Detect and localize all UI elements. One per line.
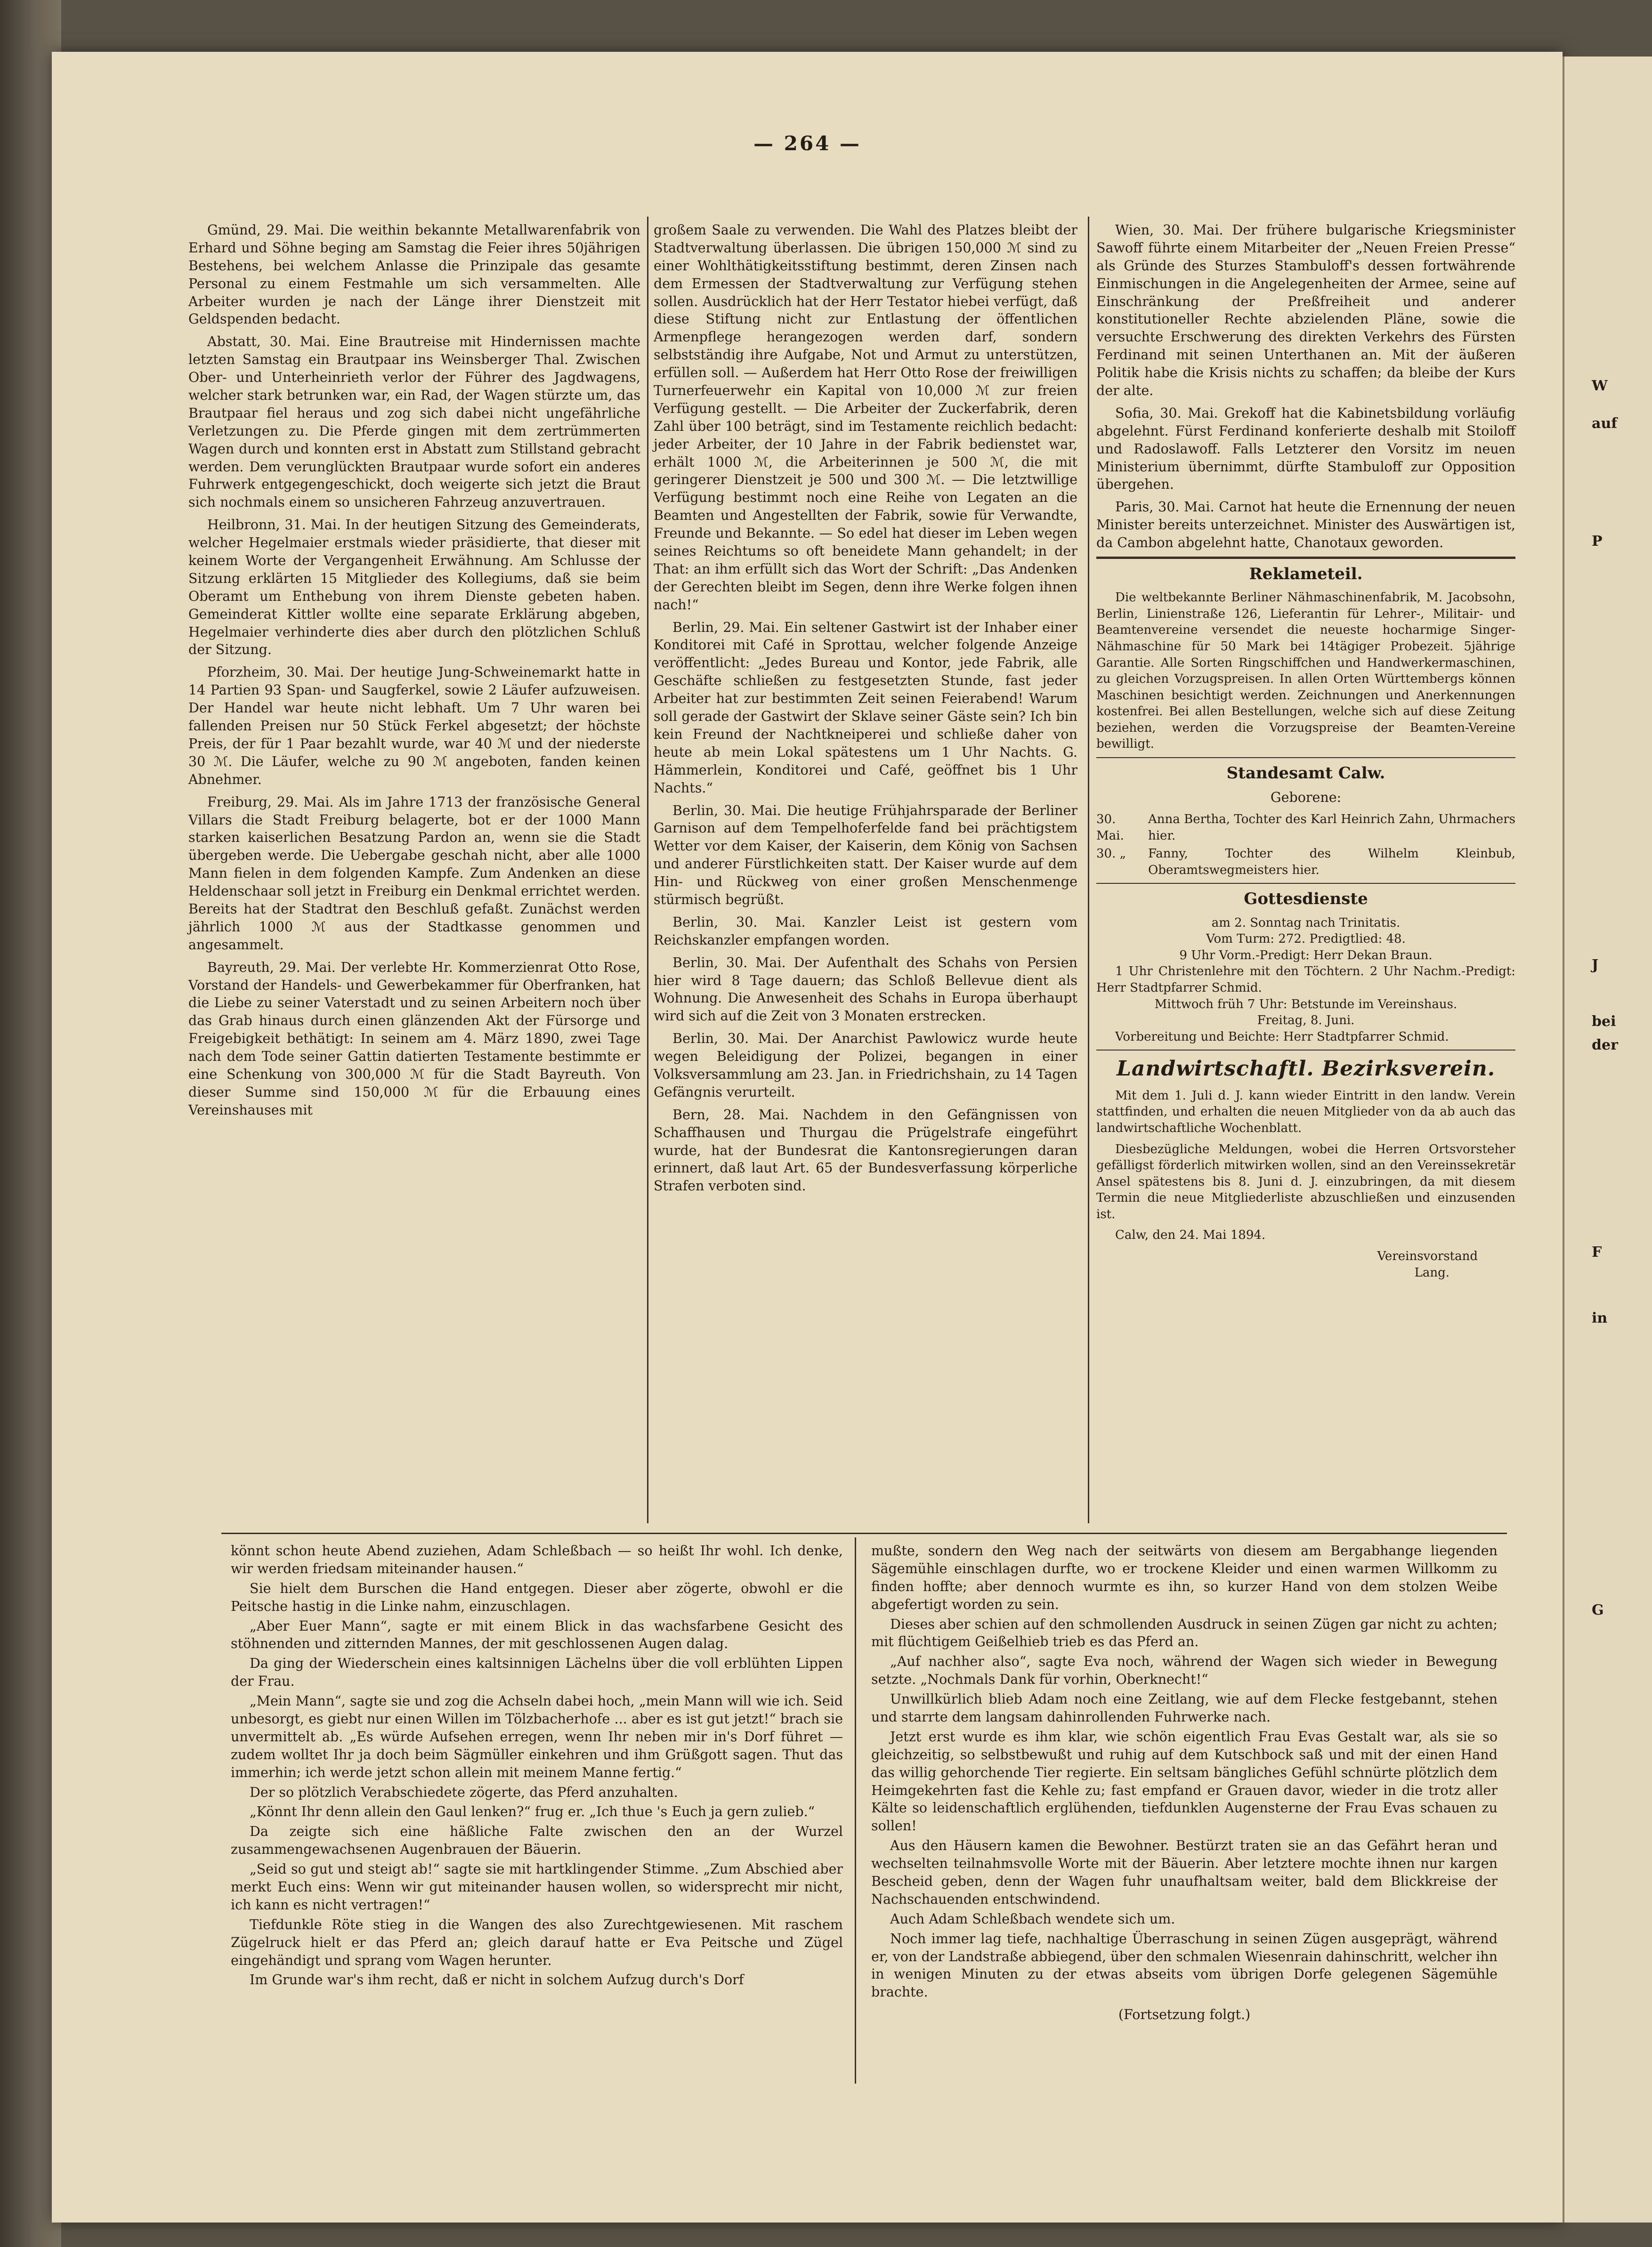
bezirksverein-para: Diesbezügliche Meldungen, wobei die Herren Ortsvorsteher gefälligst förderlich mitwirken wollen, sind an den Vereinssekretär Ansel spätestens bis 8. Juni d. J. einzubringen, da mit diesem Termin die neue Mitgliederliste abzuschließen und einzusenden ist. [1096,1142,1515,1221]
next-page-fragment: in [1592,1310,1608,1326]
gottesdienste-line: Vorbereitung und Beichte: Herr Stadtpfarrer Schmid. [1115,1029,1449,1044]
gottesdienste-line: Vom Turm: 272. Predigtlied: 48. [1206,932,1406,946]
standesamt-title: Standesamt Calw. [1226,764,1385,783]
next-page-fragment: der [1592,1037,1618,1053]
bezirksverein-para: Mit dem 1. Juli d. J. kann wieder Eintritt in den landw. Verein stattfinden, und erhalten die neuen Mitglieder von da ab auch das landwirtschaftliche Wochenblatt. [1096,1088,1515,1135]
birth-date: 30. Mai. [1096,812,1124,843]
article-wien: Wien, 30. Mai. Der frühere bulgarische Kriegsminister Sawoff führte einem Mitarbeiter der „Neuen Freien Presse“ als Gründe des Sturzes Stambuloff's dessen fortwährende Einmischungen in die Angelegenheiten der Armee, seine auf Einschränkung der Preßfreiheit und anderer konstitutioneller Rechte abzielenden Pläne, sowie die versuchte Erschwerung des direkten Verkehrs des Fürsten Ferdinand mit seinen Unterthanen an. Mit der äußeren Politik habe die Krisis nichts zu schaffen; da bleibe der Kurs der alte. [1096,222,1515,399]
feuilleton-para: Sie hielt dem Burschen die Hand entgegen. Dieser aber zögerte, obwohl er die Peitsche hastig in die Linke nahm, einzuschlagen. [231,1580,843,1614]
feuilleton-para: Dieses aber schien auf den schmollenden Ausdruck in seinen Zügen gar nicht zu achten; mit flüchtigem Geißelhieb trieb es das Pferd an. [871,1616,1498,1650]
column-divider [647,217,648,1523]
article-berlin-schah: Berlin, 30. Mai. Der Aufenthalt des Schahs von Persien hier wird 8 Tage dauern; das Schloß Bellevue dient als Wohnung. Die Anwesenheit des Schahs in Europa überhaupt wird sich auf die Zeit von 3 Monaten erstrecken. [654,954,1077,1024]
page-number: — 264 — [753,132,861,155]
feuilleton-para: Jetzt erst wurde es ihm klar, wie schön eigentlich Frau Evas Gestalt war, als sie so gleichzeitig, so selbstbewußt und ruhig auf dem Kutschbock saß und mit der einen Hand das willig gehorchende Tier regierte. Ein seltsam bängliches Gefühl schnürte plötzlich dem Heimgekehrten fast die Kehle zu; fast empfand er Grauen davor, wieder in die trotz aller Kälte so leidenschaftlich erglühenden, tiefdunklen Augensterne der Frau Evas schauen zu sollen! [871,1729,1498,1834]
next-page-fragment: P [1592,533,1603,550]
article-pforzheim: Pforzheim, 30. Mai. Der heutige Jung-Schweinemarkt hatte in 14 Partien 93 Span- und Saugferkel, sowie 2 Läufer aufzuweisen. Der Handel war heute nicht lebhaft. Um 7 Uhr waren bei fallenden Preisen nur 50 Stück Ferkel abgesetzt; der höchste Preis, der für 1 Paar bezahlt wurde, war 40 ℳ und der niederste 30 ℳ. Die Läufer, welche zu 90 ℳ angeboten, fanden keinen Abnehmer. [188,664,640,787]
section-rule [1096,557,1515,559]
feuilleton-para: „Seid so gut und steigt ab!“ sagte sie mit hartklingender Stimme. „Zum Abschied aber merkt Euch eins: Wenn wir gut miteinander hausen wollen, so widersprecht mir nicht, ich kann es nicht vertragen!“ [231,1861,843,1913]
article-bayreuth-cont: großem Saale zu verwenden. Die Wahl des Platzes bleibt der Stadtverwaltung überlassen. Die übrigen 150,000 ℳ sind zu einer Wohlthätigkeitsstiftung bestimmt, deren Zinsen nach dem Ermessen der Stadtverwaltung zur Verfügung stehen sollen. Ausdrücklich hat der Herr Testator hiebei verfügt, daß diese Stiftung nicht zur Entlastung der öffentlichen Armenpflege herangezogen werden darf, sondern selbstständig ihre Aufgabe, Not und Armut zu unterstützen, erfüllen soll. — Außerdem hat Herr Otto Rose der freiwilligen Turnerfeuerwehr ein Kapital von 10,000 ℳ zur freien Verfügung gestellt. — Die Arbeiter der Zuckerfabrik, deren Zahl über 100 beträgt, sind im Testamente reichlich bedacht: jeder Arbeiter, der 10 Jahre in der Fabrik bedienstet war, erhält 1000 ℳ, die Arbeiterinnen je 500 ℳ, die mit geringerer Dienstzeit je 500 und 300 ℳ. — Die letztwillige Verfügung bestimmt noch eine Reihe von Legaten an die Beamten und Angestellten der Fabrik, sowie für Verwandte, Freunde und Bekannte. — So edel hat dieser im Leben wegen seines Reichtums so oft beneidete Mann gehandelt; in der That: an ihm erfüllt sich das Wort der Schrift: „Das Andenken der Gerechten bleibt im Segen, denn ihre Werke folgen ihnen nach!“ [654,222,1077,613]
feuilleton-left [231,1542,843,1991]
feuilleton-right [871,1542,1498,2026]
standesamt-sub: Geborene: [1270,790,1342,806]
next-page-fragment: auf [1592,415,1618,432]
gottesdienste-line: Mittwoch früh 7 Uhr: Betstunde im Vereinshaus. [1154,997,1458,1011]
birth-row [1096,846,1515,878]
article-berlin-anarchist: Berlin, 30. Mai. Der Anarchist Pawlowicz wurde heute wegen Beleidigung der Polizei, begangen in einer Volksversammlung am 23. Jan. in Friedrichshain, zu 14 Tagen Gefängnis verurteilt. [654,1031,1077,1100]
column-3 [1096,221,1515,1285]
article-berlin-gastwirt: Berlin, 29. Mai. Ein seltener Gastwirt ist der Inhaber einer Konditorei mit Café in Sprottau, welcher folgende Anzeige veröffentlicht: „Jedes Bureau und Kontor, jede Fabrik, alle Geschäfte schließen zu festgesetzten Stunde, fast jeder Arbeiter hat zur bestimmten Zeit seinen Feierabend! Warum soll gerade der Gastwirt der Sklave seiner Gäste sein? Ich bin kein Freund der Nachtkneiperei und schließe daher von heute ab mein Lokal spätestens um 1 Uhr Nachts. G. Hämmerlein, Konditorei und Café, geöffnet bis 1 Uhr Nachts.“ [654,619,1077,796]
gottesdienste-line: am 2. Sonntag nach Trinitatis. [1211,915,1401,930]
article-sofia: Sofia, 30. Mai. Grekoff hat die Kabinetsbildung vorläufig abgelehnt. Fürst Ferdinand konferierte deshalb mit Stoiloff und Radoslawoff. Falls Letzterer den Vorsitz im neuen Ministerium übernimmt, dürfte Stambuloff zur Opposition übergehen. [1096,405,1515,493]
next-page-fragment: F [1592,1244,1602,1261]
bezirksverein-dateline: Calw, den 24. Mai 1894. [1115,1228,1266,1243]
bezirksverein-signer: Vereinsvorstand [1377,1249,1478,1264]
column-divider [855,1537,856,2084]
article-abstatt: Abstatt, 30. Mai. Eine Brautreise mit Hindernissen machte letzten Samstag ein Brautpaar ins Weinsberger Thal. Zwischen Ober- und Unterheinrieth verlor der Führer des Jagdwagens, welcher stark betrunken war, ein Rad, der Wagen stürzte um, das Brautpaar fiel heraus und zog sich dabei nicht ungefährliche Verletzungen zu. Die Pferde gingen mit dem zertrümmerten Wagen durch und konnten erst in Abstatt zum Stillstand gebracht werden. Dem verunglückten Brautpaar wurde sofort ein anderes Fuhrwerk entgegengeschickt, doch weigerte sich jetzt die Braut sich nochmals einem so unsicheren Fahrzeug anzuvertrauen. [188,334,640,510]
feuilleton-para: Auch Adam Schleßbach wendete sich um. [890,1911,1175,1927]
feuilleton-para: könnt schon heute Abend zuziehen, Adam Schleßbach — so heißt Ihr wohl. Ich denke, wir werden friedsam miteinander hausen.“ [231,1543,843,1576]
next-page-fragment: bei [1592,1013,1616,1030]
section-rule [1096,1050,1515,1051]
article-gmuend: Gmünd, 29. Mai. Die weithin bekannte Metallwarenfabrik von Erhard und Söhne beging am Samstag die Feier ihres 50jährigen Bestehens, bei welchem Anlasse die Prinzipale das gesamte Personal zu einem Festmahle um sich versammelten. Alle Arbeiter wurden je nach der Länge ihrer Dienstzeit mit Geldspenden bedacht. [188,222,640,327]
feuilleton-para: Noch immer lag tiefe, nachhaltige Überraschung in seinen Zügen ausgeprägt, während er, von der Landstraße abbiegend, über den schmalen Wiesenrain dahinschritt, welcher ihn in wenigen Minuten zu der etwas abseits vom übrigen Dorfe gelegenen Sägemühle brachte. [871,1931,1498,2000]
birth-text: Fanny, Tochter des Wilhelm Kleinbub, Oberamtswegmeisters hier. [1148,847,1515,877]
feuilleton-para: mußte, sondern den Weg nach der seitwärts von diesem am Bergabhange liegenden Sägemühle einschlagen durfte, wo er trockene Kleider und einen warmen Willkomm zu finden hoffte; aber dennoch wurmte es ihn, so kurzer Hand von dem stolzen Weibe abgefertigt worden zu sein. [871,1543,1498,1612]
section-rule [1096,883,1515,884]
feuilleton-para: Im Grunde war's ihm recht, daß er nicht in solchem Aufzug durch's Dorf [250,1972,744,1988]
article-freiburg: Freiburg, 29. Mai. Als im Jahre 1713 der französische General Villars die Stadt Freiburg belagerte, bot er der 1000 Mann starken kaiserlichen Besatzung Pardon an, wenn sie die Stadt übergeben werde. Die Uebergabe geschah nicht, aber alle 1000 Mann fielen in dem folgenden Kampfe. Zum Andenken an diese Heldenschaar soll jetzt in Freiburg ein Denkmal errichtet werden. Bereits hat der Stadtrat den Beschluß gefaßt. Zunächst werden jährlich 1000 ℳ aus der Stadtkasse genommen und angesammelt. [188,794,640,953]
next-page-fragment: J [1592,957,1599,973]
feuilleton-para: „Aber Euer Mann“, sagte er mit einem Blick in das wachsfarbene Gesicht des stöhnenden und zitternden Mannes, der mit geschlossenen Augen dalag. [231,1618,843,1652]
birth-date: 30. „ [1096,847,1126,861]
article-bayreuth: Bayreuth, 29. Mai. Der verlebte Hr. Kommerzienrat Otto Rose, Vorstand der Handels- und Gewerbekammer für Oberfranken, hat die Liebe zu seiner Vaterstadt und zu seinen Arbeitern noch über das Grab hinaus durch einen glänzenden Akt der Fürsorge und Freigebigkeit bethätigt: In seinem am 4. März 1890, zwei Tage nach dem Tode seiner Gattin datierten Testamente bestimmte er eine Schenkung von 300,000 ℳ für die Stadt Bayreuth. Von dieser Summe sind 150,000 ℳ für die Erbauung eines Vereinshauses mit [188,959,640,1118]
feuilleton-para: Da zeigte sich eine häßliche Falte zwischen den an der Wurzel zusammengewachsenen Augenbrauen der Bäuerin. [231,1824,843,1858]
next-page-fragment: G [1592,1602,1604,1618]
gottesdienste-line: Freitag, 8. Juni. [1257,1013,1355,1028]
feuilleton-para: Da ging der Wiederschein eines kaltsinnigen Lächelns über die voll erblühten Lippen der Frau. [231,1656,843,1689]
article-berlin-leist: Berlin, 30. Mai. Kanzler Leist ist gestern vom Reichskanzler empfangen worden. [654,914,1077,948]
fortsetzung-note: (Fortsetzung folgt.) [1118,2007,1251,2023]
column-1 [188,221,640,1124]
birth-text: Anna Bertha, Tochter des Karl Heinrich Zahn, Uhrmachers hier. [1148,812,1515,843]
column-2 [654,221,1077,1200]
feuilleton-para: Aus den Häusern kamen die Bewohner. Bestürzt traten sie an das Gefährt heran und wechselten teilnahmsvolle Worte mit der Bäuerin. Aber letztere mochte ihnen nur kargen Bescheid geben, denn der Wagen fuhr unaufhaltsam weiter, bald dem Blickkreise der Nachschauenden entschwindend. [871,1838,1498,1907]
reklame-title: Reklameteil. [1249,565,1363,584]
feuilleton-divider [221,1533,1507,1534]
feuilleton-para: Der so plötzlich Verabschiedete zögerte, das Pferd anzuhalten. [250,1784,678,1800]
feuilleton-para: „Mein Mann“, sagte sie und zog die Achseln dabei hoch, „mein Mann will wie ich. Seid unbesorgt, es giebt nur einen Willen im Tölzbacherhofe ... aber es ist gut jetzt!“ brach sie unvermittelt ab. „Es würde Aufsehen erregen, wenn Ihr neben mir in's Dorf führet — zudem wolltet Ihr ja doch beim Sägmüller einkehren und ihm Grüßgott sagen. Thut das immerhin; ich werde jetzt schon allein mit meinem Manne fertig.“ [231,1693,843,1780]
article-paris: Paris, 30. Mai. Carnot hat heute die Ernennung der neuen Minister bereits unterzeichnet. Minister des Auswärtigen ist, da Cambon abgelehnt hatte, Chanotaux geworden. [1096,499,1515,551]
article-bern: Bern, 28. Mai. Nachdem in den Gefängnissen von Schaffhausen und Thurgau die Prügelstrafe eingeführt wurde, hat der Bundesrat die Kantonsregierungen daran erinnert, daß laut Art. 65 der Bundesverfassung körperliche Strafen verboten sind. [654,1107,1077,1194]
bezirksverein-title: Landwirtschaftl. Bezirksverein. [1116,1057,1496,1081]
next-page-fragment: W [1592,378,1608,394]
bezirksverein-name: Lang. [1414,1265,1450,1280]
gottesdienste-title: Gottesdienste [1244,889,1368,909]
gottesdienste-line: 9 Uhr Vorm.-Predigt: Herr Dekan Braun. [1179,948,1433,962]
reklame-text: Die weltbekannte Berliner Nähmaschinenfabrik, M. Jacobsohn, Berlin, Linienstraße 126, Lieferantin für Lehrer-, Militair- und Beamtenvereine versendet die neueste hocharmige Singer-Nähmaschine für 50 Mark bei 14tägiger Probezeit. 5jährige Garantie. Alle Sorten Ringschiffchen und Handwerkermaschinen, zu gleichen Vorzugspreisen. In allen Orten Württembergs können Maschinen besichtigt werden. Zeichnungen und Anerkennungen kostenfrei. Bei allen Bestellungen, welche sich auf diese Zeitung beziehen, werden die Vorzugspreise der Beamten-Vereine bewilligt. [1096,590,1515,752]
article-berlin-parade: Berlin, 30. Mai. Die heutige Frühjahrsparade der Berliner Garnison auf dem Tempelhoferfelde fand bei prächtigstem Wetter vor dem Kaiser, der Kaiserin, dem König von Sachsen und anderer Fürstlichkeiten statt. Der Kaiser wurde auf dem Hin- und Rückweg von einer großen Menschenmenge stürmisch begrüßt. [654,802,1077,907]
feuilleton-para: „Auf nachher also“, sagte Eva noch, während der Wagen sich wieder in Bewegung setzte. „Nochmals Dank für vorhin, Oberknecht!“ [871,1654,1498,1688]
feuilleton-para: Unwillkürlich blieb Adam noch eine Zeitlang, wie auf dem Flecke festgebannt, stehen und starrte dem langsam dahinrollenden Fuhrwerke nach. [871,1691,1498,1725]
column-divider [1088,217,1089,1523]
birth-row [1096,811,1515,844]
gottesdienste-line: 1 Uhr Christenlehre mit den Töchtern. 2 Uhr Nachm.-Predigt: Herr Stadtpfarrer Schmid. [1096,964,1515,995]
article-heilbronn: Heilbronn, 31. Mai. In der heutigen Sitzung des Gemeinderats, welcher Hegelmaier erstmals wieder präsidierte, that dieser mit keinem Worte der Vergangenheit Erwähnung. Am Schlusse der Sitzung erklärten 15 Mitglieder des Kollegiums, daß sie beim Oberamt um Enthebung von ihrem Dienste gebeten haben. Gemeinderat Kittler wollte eine separate Erklärung abgeben, Hegelmaier verhinderte dies aber durch den plötzlichen Schluß der Sitzung. [188,517,640,658]
feuilleton-para: „Könnt Ihr denn allein den Gaul lenken?“ frug er. „Ich thue 's Euch ja gern zulieb.“ [250,1804,815,1820]
feuilleton-para: Tiefdunkle Röte stieg in die Wangen des also Zurechtgewiesenen. Mit raschem Zügelruck hielt er das Pferd an; gleich darauf hatte er Eva Peitsche und Zügel eingehändigt und sprang vom Wagen herunter. [231,1916,843,1968]
section-rule [1096,757,1515,758]
